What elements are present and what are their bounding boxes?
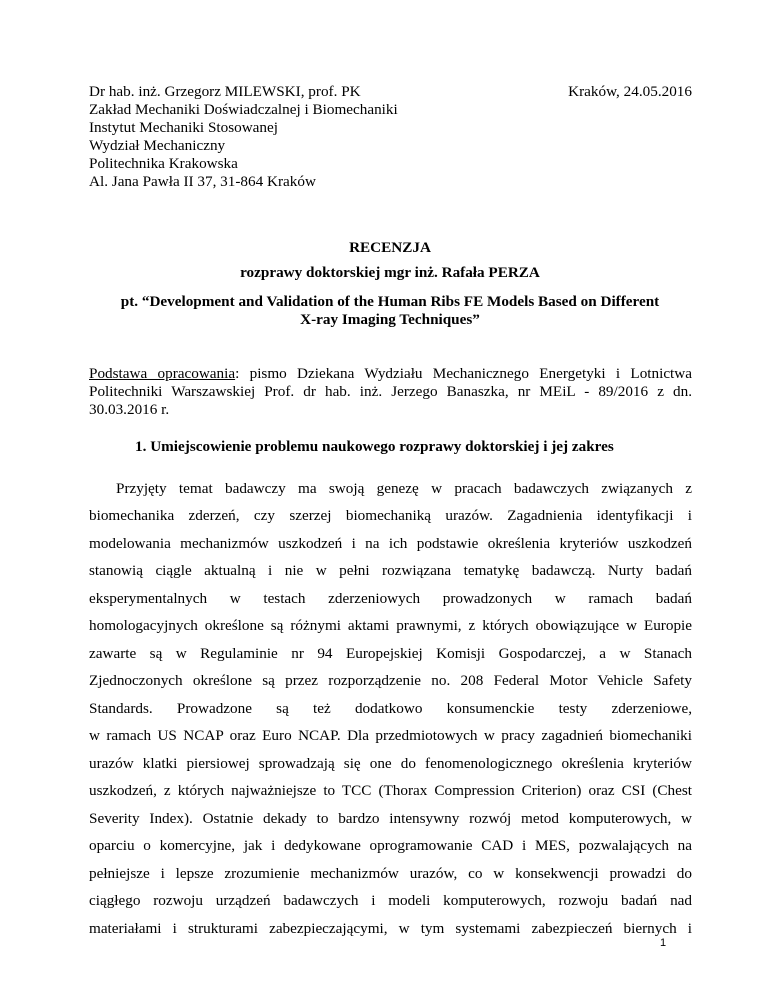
body-line: ciągłego rozwoju urządzeń badawczych i modeli komputerowych, rozwoju badań nad [89, 892, 692, 909]
document-title: RECENZJA [349, 239, 431, 256]
section-heading: 1. Umiejscowienie problemu naukowego rozprawy doktorskiej i jej zakres [135, 438, 614, 455]
thesis-topic [89, 293, 691, 329]
body-line: oparciu o komercyjne, jak i dedykowane oprogramowanie CAD i MES, pozwalających na [89, 837, 692, 854]
body-line: pełniejsze i lepsze zrozumienie mechanizmów urazów, co w konsekwencji prowadzi do [89, 865, 692, 882]
body-line: biomechanika zderzeń, czy szerzej biomechaniką urazów. Zagadnienia identyfikacji i [89, 507, 692, 524]
author-address: Al. Jana Pawła II 37, 31-864 Kraków [89, 173, 316, 190]
author-university: Politechnika Krakowska [89, 155, 238, 172]
body-line: urazów klatki piersiowej sprowadzają się one do fenomenologicznego określenia kryteriów [89, 755, 692, 772]
body-line: modelowania mechanizmów uszkodzeń i na ich podstawie określenia kryteriów uszkodzeń [89, 535, 692, 552]
basis-text: : pismo Dziekana Wydziału Mechanicznego Energetyki i Lotnictwa Politechniki Warszawskiej Prof. dr hab. inż. Jerzego Banaszka, nr MEiL - 89/2016 z dn. 30.03.2016 r. [89, 365, 692, 418]
body-line: Zjednoczonych określone są przez rozporządzenie no. 208 Federal Motor Vehicle Safety [89, 672, 692, 689]
body-line: zawarte są w Regulaminie nr 94 Europejskiej Komisji Gospodarczej, a w Stanach [89, 645, 692, 662]
body-line: Przyjęty temat badawczy ma swoją genezę w pracach badawczych związanych z [116, 480, 692, 497]
author-institute: Instytut Mechaniki Stosowanej [89, 119, 278, 136]
body-line: Severity Index). Ostatnie dekady to bardzo intensywny rozwój metod komputerowych, w [89, 810, 692, 827]
author-faculty: Wydział Mechaniczny [89, 137, 226, 154]
author-department: Zakład Mechaniki Doświadczalnej i Biomechaniki [89, 101, 398, 118]
basis-label: Podstawa opracowania [89, 365, 236, 382]
author-block [89, 83, 398, 191]
thesis-topic-line: pt. “Development and Validation of the Human Ribs FE Models Based on Different [120, 293, 660, 310]
basis-paragraph [89, 365, 692, 419]
author-name: Dr hab. inż. Grzegorz MILEWSKI, prof. PK [89, 83, 361, 100]
body-line: stanowią ciągle aktualną i nie w pełni rozwiązana tematykę badawczą. Nurty badań [89, 562, 692, 579]
page-number: 1 [660, 937, 667, 949]
place-date: Kraków, 24.05.2016 [568, 83, 692, 100]
body-line: eksperymentalnych w testach zderzeniowych prowadzonych w ramach badań [89, 590, 692, 607]
body-line: uszkodzeń, z których najważniejsze to TCC (Thorax Compression Criterion) oraz CSI (Chest [89, 782, 692, 799]
body-line: Standards. Prowadzone są też dodatkowo konsumenckie testy zderzeniowe, [89, 700, 692, 717]
thesis-topic-line: X-ray Imaging Techniques” [300, 311, 480, 328]
body-line: homologacyjnych określone są różnymi aktami prawnymi, z których obowiązujące w Europie [89, 617, 692, 634]
body-line: materiałami i strukturami zabezpieczającymi, w tym systemami zabezpieczeń biernych i [89, 920, 692, 937]
body-line: w ramach US NCAP oraz Euro NCAP. Dla przedmiotowych w pracy zagadnień biomechaniki [89, 727, 692, 744]
document-subtitle: rozprawy doktorskiej mgr inż. Rafała PERZA [240, 264, 540, 281]
